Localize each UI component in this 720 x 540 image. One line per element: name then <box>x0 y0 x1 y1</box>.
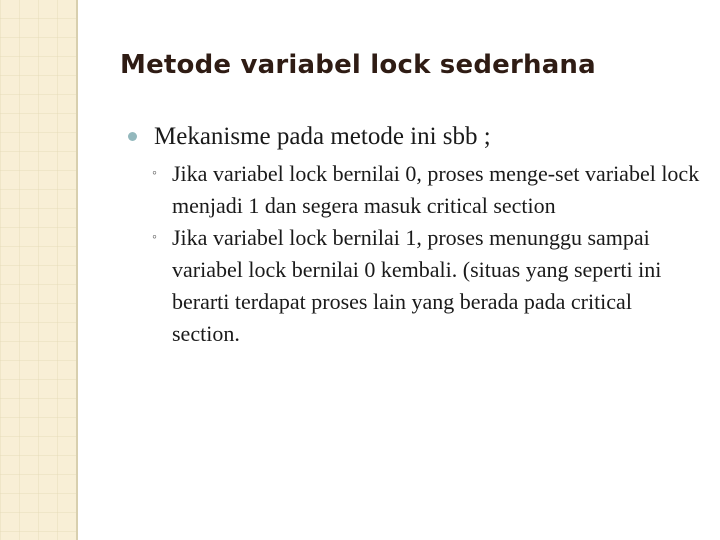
bullet-text: Mekanisme pada metode ini sbb ; <box>154 123 491 150</box>
side-strip-edge <box>76 0 78 540</box>
circle-bullet-icon: ◦ <box>152 166 157 181</box>
sub-bullet-text: Jika variabel lock bernilai 1, proses menunggu sampai variabel lock bernilai 0 kembali. (situas yang seperti ini berarti terdapat proses lain yang berada pada critical section. <box>172 225 662 346</box>
slide-title: Metode variabel lock sederhana <box>120 50 596 80</box>
bullet-item <box>128 120 703 154</box>
slide-body <box>128 120 703 350</box>
sub-bullet-list <box>128 158 703 350</box>
sub-bullet-text: Jika variabel lock bernilai 0, proses menge-set variabel lock menjadi 1 dan segera masuk critical section <box>172 161 700 218</box>
bullet-dot-icon <box>128 132 137 141</box>
decorative-side-strip <box>0 0 76 540</box>
sub-bullet-item <box>152 222 703 350</box>
sub-bullet-item <box>152 158 703 222</box>
circle-bullet-icon: ◦ <box>152 230 157 245</box>
